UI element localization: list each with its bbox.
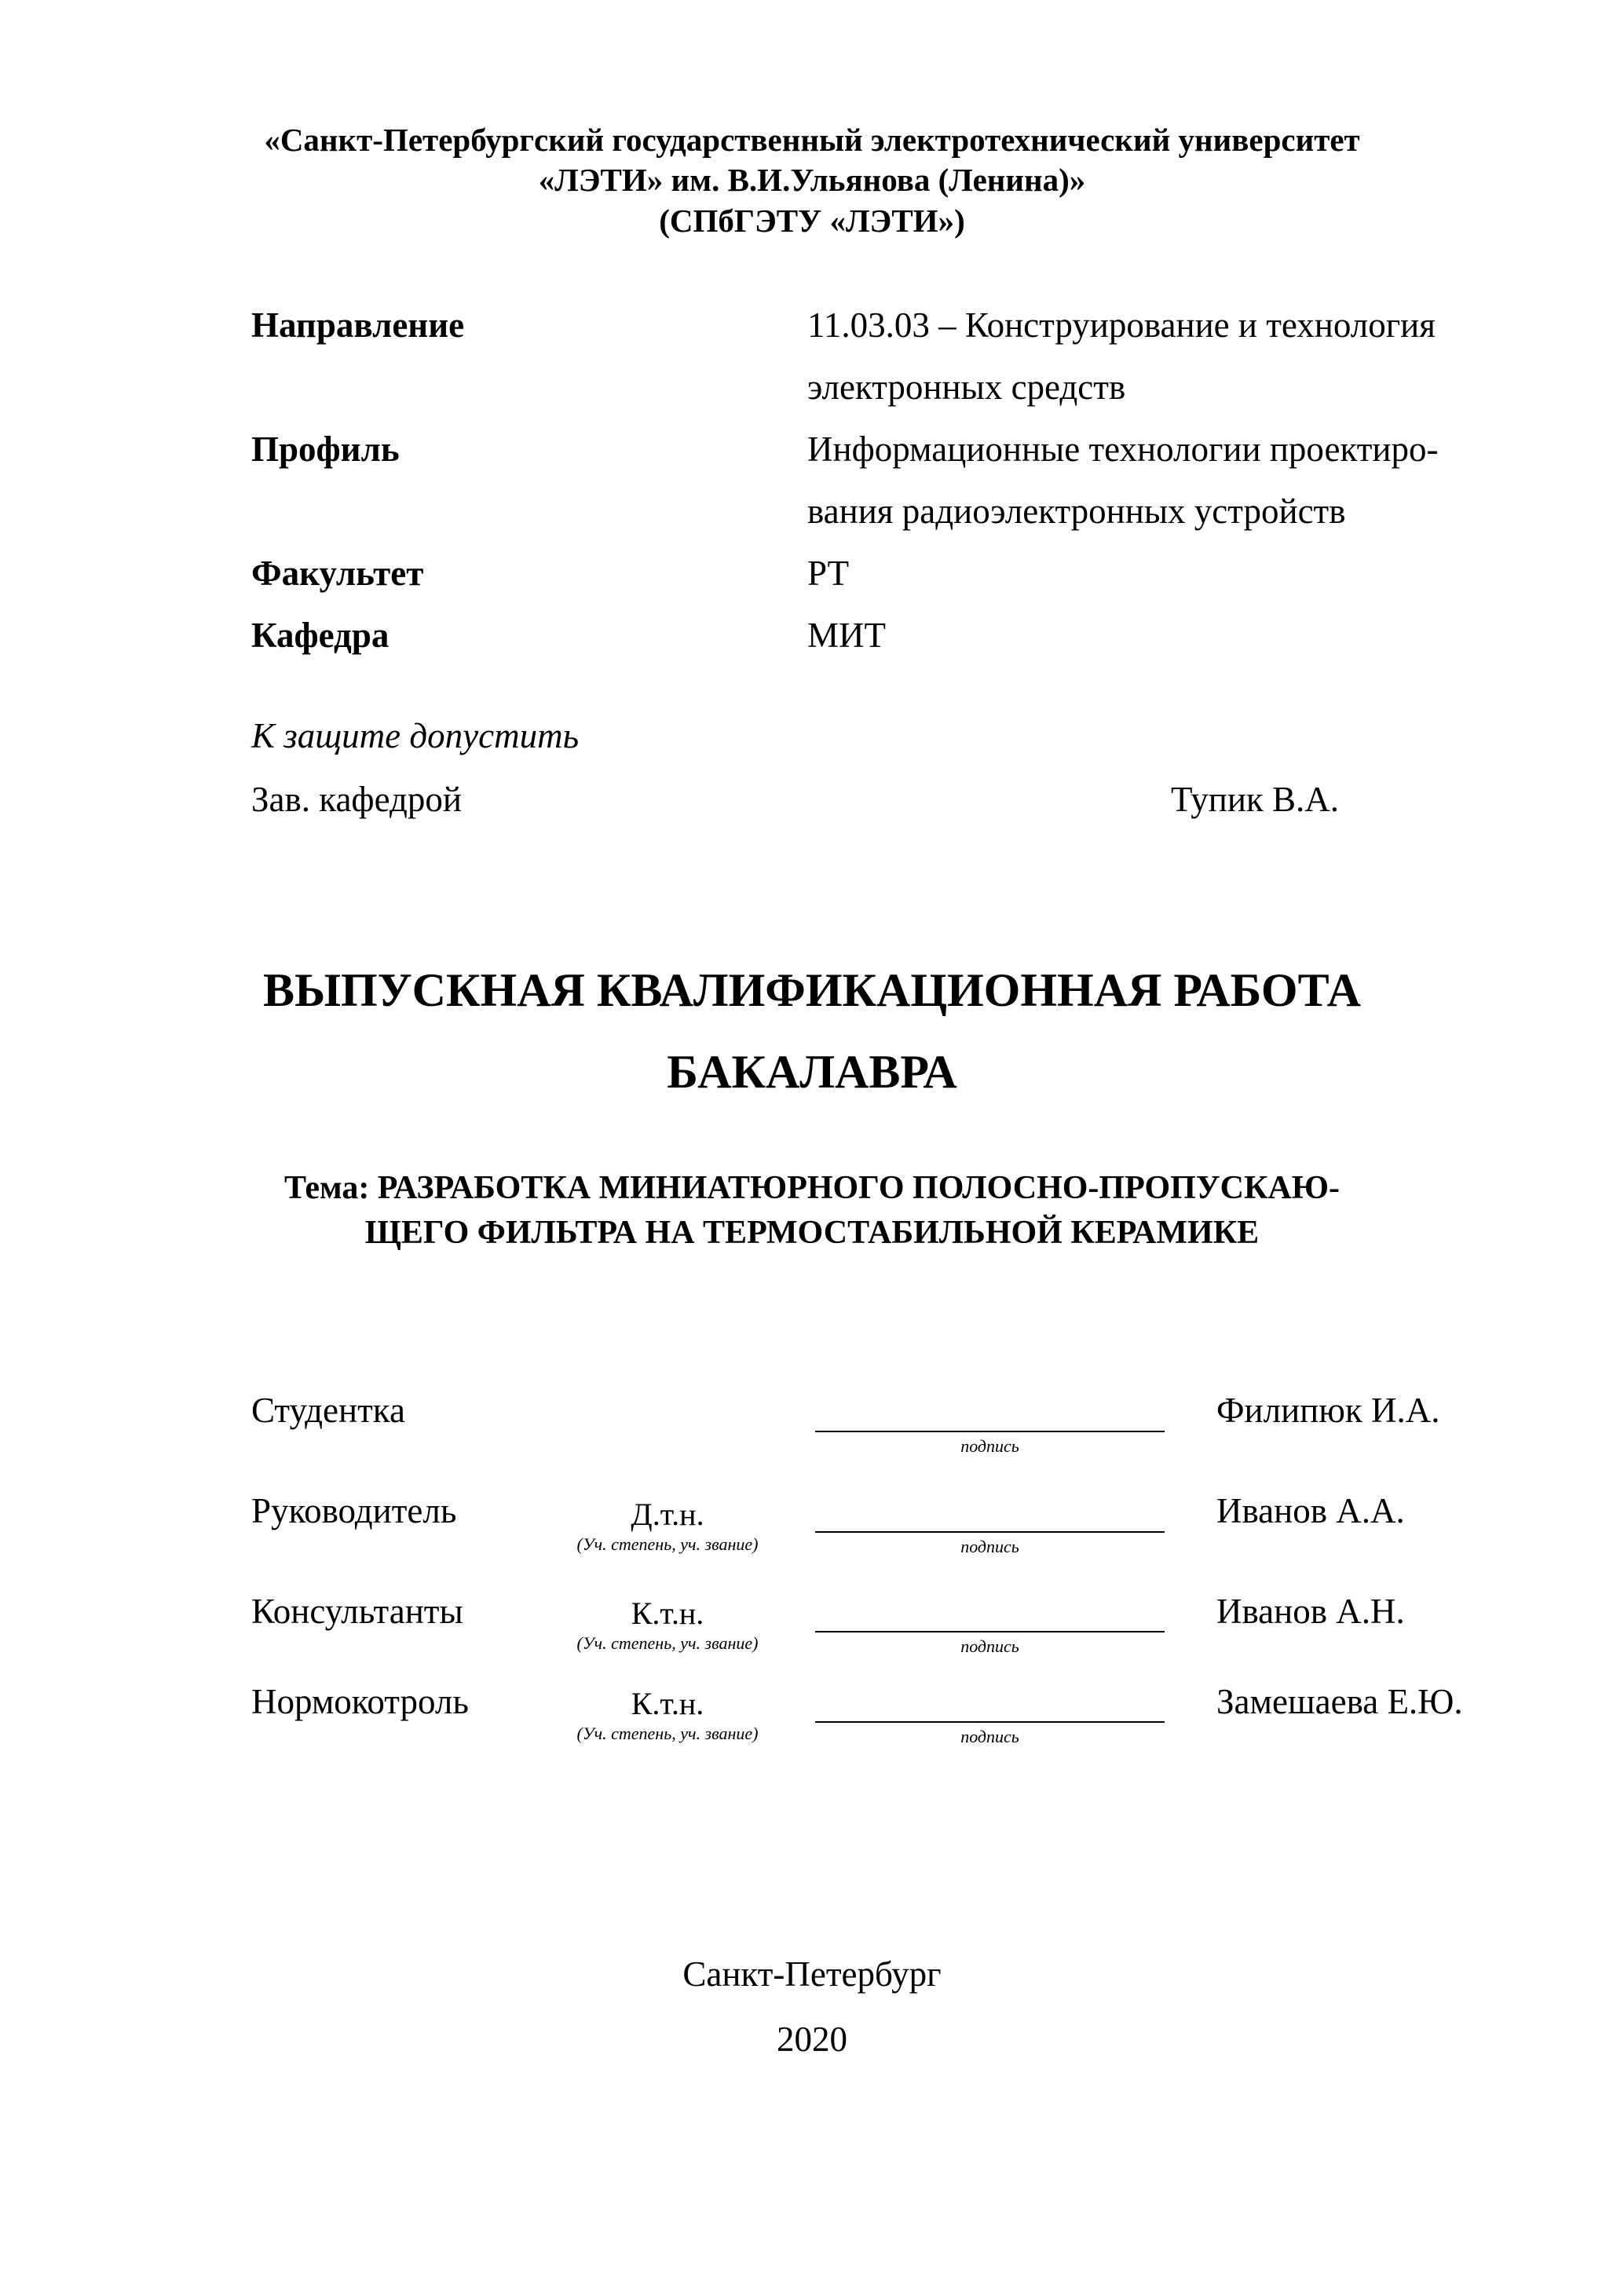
faculty-value: РТ — [807, 554, 850, 593]
department-value: МИТ — [807, 616, 886, 655]
degree-hint: (Уч. степень, уч. звание) — [576, 1534, 759, 1554]
title-line2: БАКАЛАВРА — [667, 1046, 957, 1098]
topic-line2: ЩЕГО ФИЛЬТРА НА ТЕРМОСТАБИЛЬНОЙ КЕРАМИКЕ — [364, 1215, 1260, 1251]
approval-role: Зав. кафедрой — [251, 780, 462, 819]
signature-name: Иванов А.Н. — [1216, 1592, 1405, 1631]
topic-line1: Тема: РАЗРАБОТКА МИНИАТЮРНОГО ПОЛОСНО-ПРОПУСКАЮ- — [283, 1170, 1341, 1206]
signature-role: Студентка — [251, 1391, 405, 1430]
signature-name: Филипюк И.А. — [1216, 1391, 1440, 1430]
signature-line — [815, 1721, 1165, 1723]
faculty-label: Факультет — [251, 554, 424, 593]
signature-line — [815, 1431, 1165, 1432]
signature-hint: подпись — [960, 1537, 1019, 1556]
signature-degree: Д.т.н. — [631, 1497, 704, 1532]
university-abbreviation: (СПбГЭТУ «ЛЭТИ») — [659, 203, 965, 239]
department-label: Кафедра — [251, 616, 390, 655]
signature-role: Нормокотроль — [251, 1682, 469, 1721]
profile-value-line2: вания радиоэлектронных устройств — [807, 492, 1346, 531]
signature-degree: К.т.н. — [631, 1686, 704, 1721]
signature-role: Руководитель — [251, 1491, 457, 1530]
signature-degree: К.т.н. — [631, 1596, 704, 1631]
signature-hint: подпись — [960, 1436, 1019, 1456]
approval-name: Тупик В.А. — [1171, 780, 1340, 819]
signature-role: Консультанты — [251, 1592, 463, 1631]
degree-hint: (Уч. степень, уч. звание) — [576, 1724, 759, 1743]
signature-hint: подпись — [960, 1636, 1019, 1656]
signature-hint: подпись — [960, 1727, 1019, 1746]
signature-line — [815, 1631, 1165, 1632]
university-name-line2: «ЛЭТИ» им. В.И.Ульянова (Ленина)» — [538, 162, 1086, 198]
approval-heading: К защите допустить — [251, 716, 580, 755]
signature-line — [815, 1531, 1165, 1533]
direction-value-line2: электронных средств — [807, 367, 1126, 407]
title-line1: ВЫПУСКНАЯ КВАЛИФИКАЦИОННАЯ РАБОТА — [263, 964, 1361, 1016]
direction-value-line1: 11.03.03 – Конструирование и технология — [807, 305, 1436, 345]
profile-value-line1: Информационные технологии проектиро- — [807, 430, 1439, 469]
university-name-line1: «Санкт-Петербургский государственный электротехнический университет — [264, 122, 1360, 158]
degree-hint: (Уч. степень, уч. звание) — [576, 1633, 759, 1653]
city: Санкт-Петербург — [682, 1954, 942, 1994]
signature-name: Иванов А.А. — [1216, 1491, 1405, 1530]
signature-name: Замешаева Е.Ю. — [1216, 1682, 1463, 1721]
year: 2020 — [777, 2020, 847, 2059]
direction-label: Направление — [251, 305, 465, 345]
profile-label: Профиль — [251, 430, 400, 469]
